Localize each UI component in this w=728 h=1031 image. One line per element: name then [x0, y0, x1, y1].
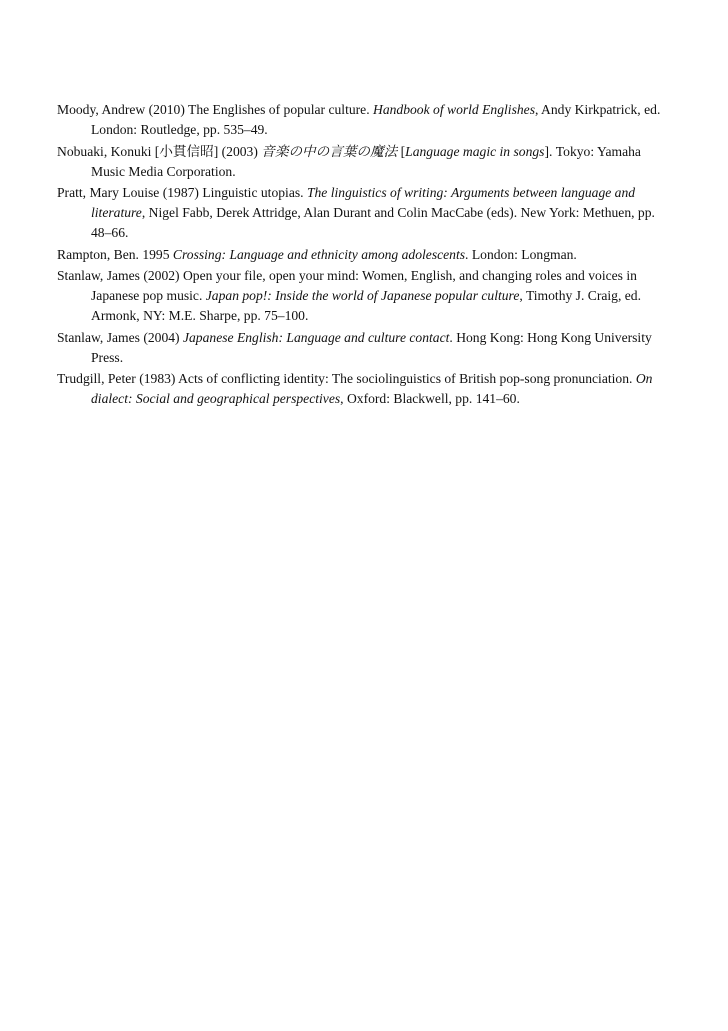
- reference-book-title: Crossing: Language and ethnicity among adolescents: [172, 246, 466, 262]
- reference-source-title: Handbook of world Englishes: [373, 102, 535, 117]
- reference-entry-trudgill: [57, 369, 677, 409]
- reference-entry-moody: [57, 100, 677, 140]
- reference-text: Rampton, Ben. 1995: [57, 246, 173, 262]
- reference-text: Trudgill, Peter (1983) Acts of conflicting identity: The sociolinguistics of British pop-song pronunciation.: [57, 371, 636, 386]
- reference-entry-nobuaki: [57, 142, 677, 182]
- reference-text: Moody, Andrew (2010) The Englishes of popular culture.: [57, 102, 373, 117]
- reference-entry-rampton: [57, 245, 677, 265]
- reference-text: Nobuaki, Konuki [小貫信昭] (2003): [57, 143, 262, 159]
- reference-text: . London: Longman.: [465, 246, 577, 262]
- reference-text: , Andy Kirkpatrick, ed. London: Routledge, pp. 535–49.: [91, 102, 661, 137]
- reference-text: , Timothy J. Craig, ed. Armonk, NY: M.E. Sharpe, pp. 75–100.: [91, 288, 641, 323]
- reference-book-title: Japanese English: Language and culture contact: [182, 329, 450, 345]
- reference-text: , Oxford: Blackwell, pp. 141–60.: [340, 391, 520, 406]
- reference-text: Stanlaw, James (2004): [57, 329, 183, 345]
- reference-list: [57, 100, 677, 411]
- reference-text: , Nigel Fabb, Derek Attridge, Alan Durant and Colin MacCabe (eds). New York: Methuen, pp. 48–66.: [91, 205, 655, 240]
- reference-text: . Hong Kong: Hong Kong University Press.: [91, 329, 652, 365]
- reference-text: Pratt, Mary Louise (1987) Linguistic utopias.: [57, 185, 307, 200]
- reference-entry-stanlaw-2002: [57, 266, 677, 326]
- reference-text: ]. Tokyo: Yamaha Music Media Corporation.: [91, 143, 641, 179]
- reference-source-title: On dialect: Social and geographical perspectives: [91, 371, 653, 406]
- reference-source-title: Japan pop!: Inside the world of Japanese popular culture: [205, 288, 520, 303]
- reference-source-title: The linguistics of writing: Arguments between language and literature: [91, 185, 636, 220]
- reference-text: [: [397, 143, 406, 159]
- reference-japanese-title: 音楽の中の言葉の魔法: [261, 143, 398, 159]
- reference-entry-pratt: [57, 183, 677, 243]
- reference-translated-title: Language magic in songs: [405, 143, 545, 159]
- reference-entry-stanlaw-2004: [57, 328, 677, 368]
- reference-text: Stanlaw, James (2002) Open your file, open your mind: Women, English, and changing roles and voices in Japanese pop music.: [57, 268, 637, 303]
